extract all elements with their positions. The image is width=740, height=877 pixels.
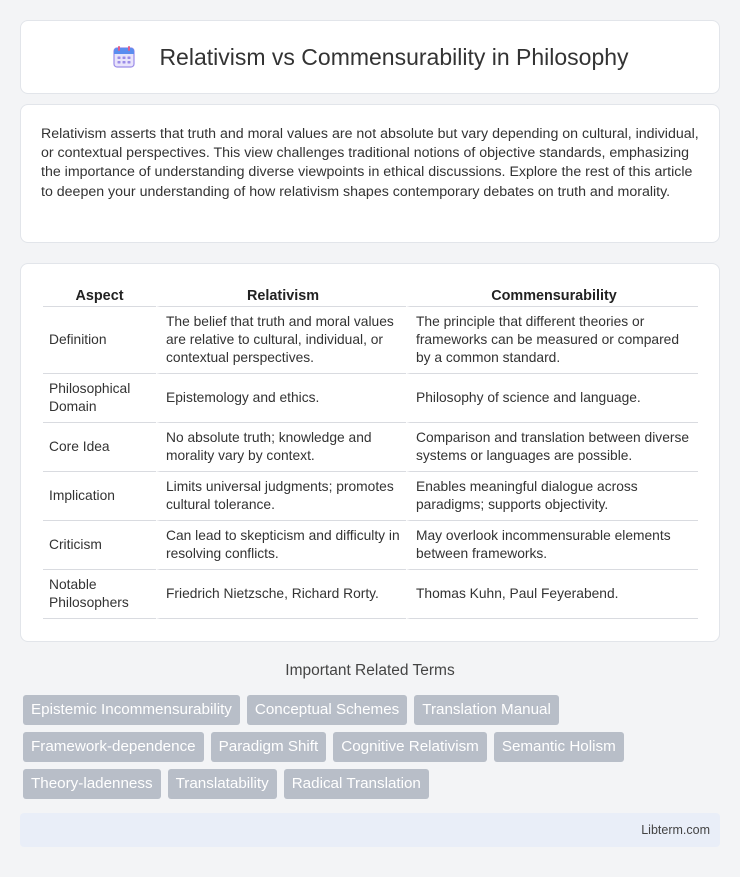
- row-relativism: No absolute truth; knowledge and morality vary by context.: [156, 423, 406, 472]
- row-aspect: Core Idea: [43, 423, 156, 472]
- table-header-row: [43, 284, 698, 307]
- related-term-tag[interactable]: Epistemic Incommensurability: [23, 695, 240, 725]
- related-term-tag[interactable]: Translation Manual: [414, 695, 559, 725]
- header-aspect: Aspect: [43, 284, 156, 307]
- row-aspect: Criticism: [43, 521, 156, 570]
- title-wrap: [111, 44, 628, 71]
- row-commensurability: Thomas Kuhn, Paul Feyerabend.: [406, 570, 698, 619]
- row-relativism: Epistemology and ethics.: [156, 374, 406, 423]
- table-row: [43, 374, 698, 423]
- table-row: [43, 307, 698, 374]
- row-aspect: Notable Philosophers: [43, 570, 156, 619]
- related-term-tag[interactable]: Semantic Holism: [494, 732, 624, 762]
- table-row: [43, 472, 698, 521]
- related-term-tag[interactable]: Translatability: [168, 769, 277, 799]
- row-aspect: Definition: [43, 307, 156, 374]
- header-relativism: Relativism: [156, 284, 406, 307]
- row-aspect: Philosophical Domain: [43, 374, 156, 423]
- row-relativism: Limits universal judgments; promotes cultural tolerance.: [156, 472, 406, 521]
- page-title: Relativism vs Commensurability in Philosophy: [159, 43, 629, 70]
- related-terms-list: [23, 695, 723, 799]
- comparison-table-card: [20, 263, 720, 642]
- table-row: [43, 423, 698, 472]
- row-relativism: Can lead to skepticism and difficulty in resolving conflicts.: [156, 521, 406, 570]
- related-term-tag[interactable]: Conceptual Schemes: [247, 695, 407, 725]
- comparison-table: [43, 284, 698, 619]
- related-term-tag[interactable]: Theory-ladenness: [23, 769, 161, 799]
- row-commensurability: Comparison and translation between diverse systems or languages are possible.: [406, 423, 698, 472]
- row-relativism: Friedrich Nietzsche, Richard Rorty.: [156, 570, 406, 619]
- table-row: [43, 521, 698, 570]
- table-row: [43, 570, 698, 619]
- related-term-tag[interactable]: Radical Translation: [284, 769, 429, 799]
- row-relativism: The belief that truth and moral values are relative to cultural, individual, or contextual perspectives.: [156, 307, 406, 374]
- row-commensurability: Philosophy of science and language.: [406, 374, 698, 423]
- related-term-tag[interactable]: Cognitive Relativism: [333, 732, 487, 762]
- header-commensurability: Commensurability: [406, 284, 698, 307]
- header-card: [20, 20, 720, 94]
- related-terms-title: Important Related Terms: [285, 662, 455, 679]
- intro-paragraph: Relativism asserts that truth and moral values are not absolute but vary depending on cultural, individual, or contextual perspectives. This view challenges traditional notions of objective standards, emphasizing the importance of understanding diverse viewpoints in ethical discussions. Explore the rest of this article to deepen your understanding of how relativism shapes contemporary debates on truth and morality.: [41, 126, 699, 200]
- related-term-tag[interactable]: Paradigm Shift: [211, 732, 327, 762]
- related-term-tag[interactable]: Framework-dependence: [23, 732, 204, 762]
- row-commensurability: May overlook incommensurable elements between frameworks.: [406, 521, 698, 570]
- footer: [20, 813, 720, 847]
- calendar-icon: [111, 44, 137, 70]
- row-commensurability: The principle that different theories or frameworks can be measured or compared by a common standard.: [406, 307, 698, 374]
- footer-brand-link[interactable]: Libterm.com: [641, 823, 710, 837]
- intro-card: [20, 104, 720, 243]
- row-commensurability: Enables meaningful dialogue across paradigms; supports objectivity.: [406, 472, 698, 521]
- row-aspect: Implication: [43, 472, 156, 521]
